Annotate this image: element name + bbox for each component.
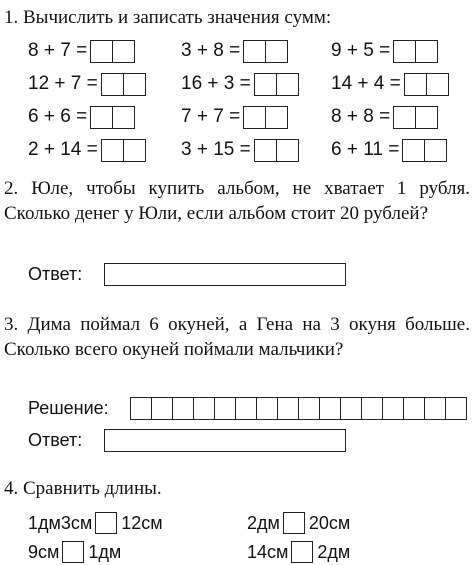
comparison-right: 1дм — [88, 541, 122, 562]
comparison-left: 2дм — [247, 512, 280, 533]
length-comparison — [247, 512, 350, 534]
sum-expression: 16 + 3 = — [181, 73, 251, 94]
sum-expression: 9 + 5 = — [331, 40, 391, 61]
answer-field[interactable] — [104, 429, 346, 452]
answer-cells[interactable] — [393, 106, 438, 129]
sum-expression: 3 + 8 = — [181, 40, 241, 61]
answer-label: Ответ: — [28, 264, 83, 284]
comparison-right: 20см — [308, 512, 351, 533]
sum-expression: 8 + 7 = — [28, 40, 88, 61]
answer-cells[interactable] — [101, 73, 146, 96]
comparison-sign-box[interactable] — [291, 541, 313, 563]
sum-expression: 3 + 15 = — [181, 139, 251, 160]
task-1-heading: 1. Вычислить и записать значения сумм: — [4, 7, 332, 28]
answer-cells[interactable] — [101, 139, 146, 162]
comparison-right: 12см — [121, 512, 163, 533]
comparison-left: 9см — [28, 541, 60, 562]
answer-cells[interactable] — [90, 40, 135, 63]
sum-expression: 6 + 6 = — [28, 106, 88, 127]
task-3-text: 3. Дима поймал 6 окуней, а Гена на 3 окуня больше. Сколько всего окуней поймали мальчики? — [4, 314, 470, 360]
sum-expression: 12 + 7 = — [28, 73, 98, 94]
answer-cells[interactable] — [243, 106, 288, 129]
answer-cells[interactable] — [254, 139, 299, 162]
sum-expression: 14 + 4 = — [331, 73, 401, 94]
comparison-sign-box[interactable] — [95, 512, 117, 534]
task-4-heading: 4. Сравнить длины. — [4, 478, 162, 499]
answer-label: Ответ: — [28, 430, 83, 450]
length-comparison — [28, 512, 163, 534]
length-comparison — [28, 541, 121, 563]
answer-cells[interactable] — [404, 73, 449, 96]
sum-expression: 7 + 7 = — [181, 106, 241, 127]
answer-cells[interactable] — [393, 40, 438, 63]
comparison-left: 1дм3см — [28, 512, 93, 533]
task-2-text: 2. Юле, чтобы купить альбом, не хватает 1 рубля. Сколько денег у Юли, если альбом стоит 20 рублей? — [4, 178, 470, 224]
comparison-left: 14см — [247, 541, 289, 562]
answer-cells[interactable] — [254, 73, 299, 96]
comparison-sign-box[interactable] — [283, 512, 305, 534]
solution-grid[interactable] — [130, 397, 467, 420]
answer-cells[interactable] — [90, 106, 135, 129]
sum-expression: 8 + 8 = — [331, 106, 391, 127]
answer-cells[interactable] — [243, 40, 288, 63]
answer-field[interactable] — [104, 263, 346, 286]
comparison-sign-box[interactable] — [62, 541, 84, 563]
length-comparison — [247, 541, 350, 563]
solution-label: Решение: — [28, 398, 109, 418]
sum-expression: 2 + 14 = — [28, 139, 98, 160]
answer-cells[interactable] — [402, 139, 447, 162]
comparison-right: 2дм — [317, 541, 351, 562]
sum-expression: 6 + 11 = — [331, 139, 400, 160]
